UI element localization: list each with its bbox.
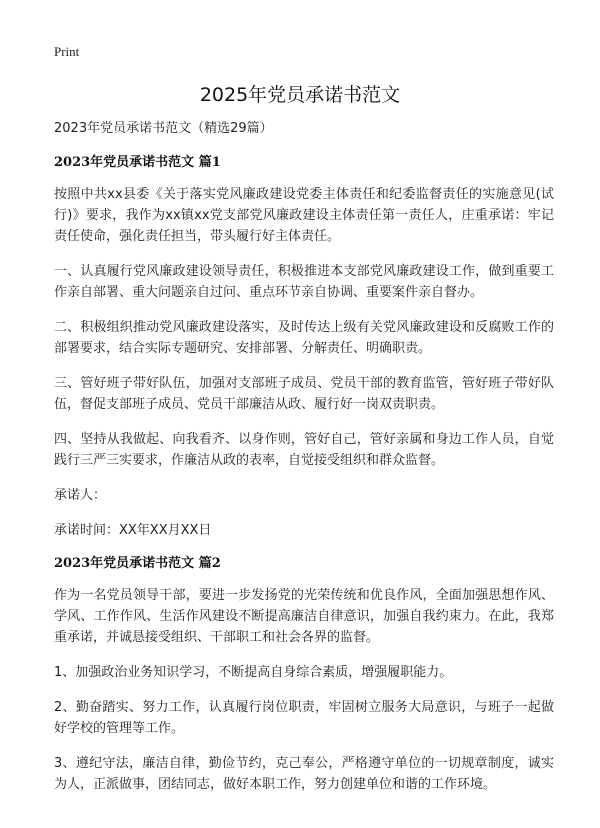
date-line: 承诺时间：XX年XX月XX日 <box>54 523 212 538</box>
signatory-line: 承诺人： <box>54 488 107 503</box>
paragraph: 一、认真履行党风廉政建设领导责任，积极推进本支部党风廉政建设工作，做到重要工作亲自部署、重大问题亲自过问、重点环节亲自协调、重要案件亲自督办。 <box>54 264 554 300</box>
page-title: 2025年党员承诺书范文 <box>199 84 401 106</box>
document-body <box>54 120 554 809</box>
section-heading-1: 2023年党员承诺书范文 篇1 <box>54 155 221 170</box>
print-link[interactable]: Print <box>54 44 80 59</box>
paragraph: 作为一名党员领导干部，要进一步发扬党的光荣传统和优良作风，全面加强思想作风、学风、工作作风、生活作风建设不断提高廉洁自律意识，加强自我约束力。在此，我郑重承诺，并诚恳接受组织、干部职工和社会各界的监督。 <box>54 588 554 645</box>
paragraph: 四、坚持从我做起、向我看齐、以身作则，管好自己，管好亲属和身边工作人员，自觉践行三严三实要求，作廉洁从政的表率，自觉接受组织和群众监督。 <box>54 432 554 468</box>
paragraph: 三、管好班子带好队伍，加强对支部班子成员、党员干部的教育监管，管好班子带好队伍，督促支部班子成员、党员干部廉洁从政、履行好一岗双责职责。 <box>54 376 554 412</box>
document-subtitle: 2023年党员承诺书范文（精选29篇） <box>54 121 273 136</box>
paragraph: 二、积极组织推动党风廉政建设落实，及时传达上级有关党风廉政建设和反腐败工作的部署要求，结合实际专题研究、安排部署、分解责任、明确职责。 <box>54 320 554 356</box>
paragraph: 2、勤奋踏实、努力工作，认真履行岗位职责，牢固树立服务大局意识，与班子一起做好学校的管理等工作。 <box>54 700 554 736</box>
paragraph: 3、遵纪守法，廉洁自律，勤俭节约，克己奉公，严格遵守单位的一切规章制度，诚实为人，正派做事，团结同志，做好本职工作，努力创建单位和谐的工作环境。 <box>54 756 554 792</box>
section-heading-2: 2023年党员承诺书范文 篇2 <box>54 556 221 571</box>
paragraph: 按照中共xx县委《关于落实党风廉政建设党委主体责任和纪委监督责任的实施意见(试行)》要求，我作为xx镇xx党支部党风廉政建设主体责任第一责任人，庄重承诺：牢记责任使命，强化责任担当，带头履行好主体责任。 <box>54 187 554 244</box>
paragraph: 1、加强政治业务知识学习，不断提高自身综合素质，增强履职能力。 <box>54 665 453 680</box>
